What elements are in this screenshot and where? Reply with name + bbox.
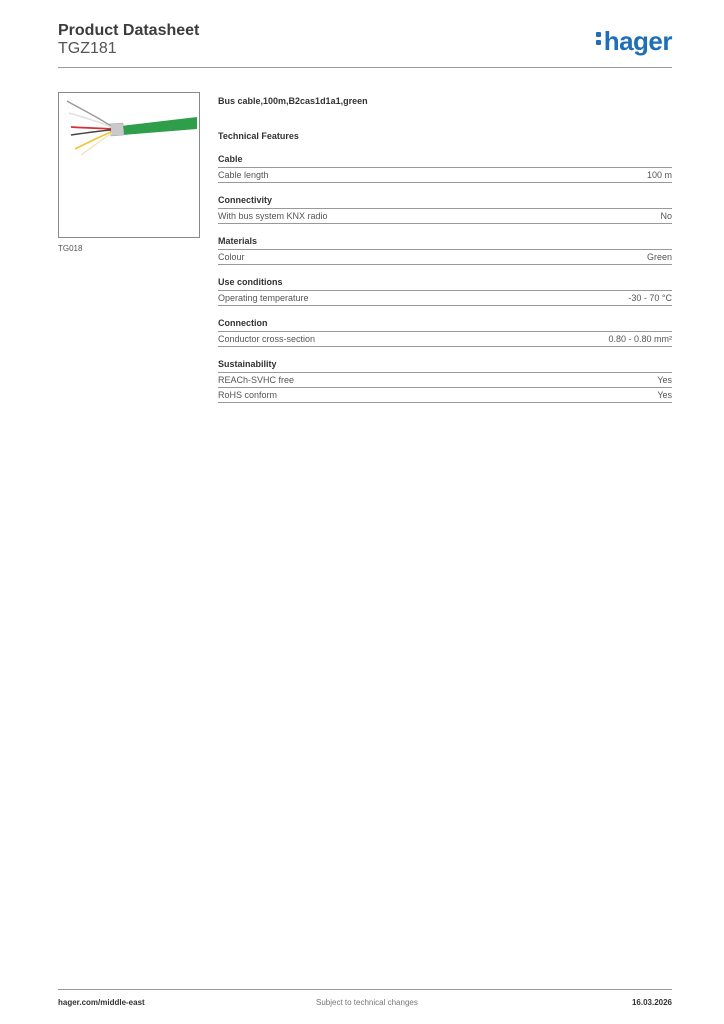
feature-label: Colour: [218, 252, 245, 262]
feature-value: Green: [646, 252, 672, 262]
feature-row: [218, 168, 672, 183]
feature-value: -30 - 70 °C: [628, 293, 672, 303]
cable-jacket: [121, 117, 197, 135]
group-title: Connection: [218, 318, 672, 332]
product-image: [58, 92, 200, 238]
product-reference: TGZ181: [58, 40, 117, 57]
group-sustainability: [218, 359, 672, 403]
feature-row: [218, 332, 672, 347]
header-divider: [58, 67, 672, 68]
footer-divider: [58, 989, 672, 990]
group-title: Materials: [218, 236, 672, 250]
feature-row: [218, 250, 672, 265]
feature-label: With bus system KNX radio: [218, 211, 328, 221]
feature-row: [218, 373, 672, 388]
group-title: Sustainability: [218, 359, 672, 373]
feature-row: [218, 291, 672, 306]
section-title: Technical Features: [218, 131, 299, 141]
group-connectivity: [218, 195, 672, 224]
image-caption: TG018: [58, 244, 83, 253]
feature-value: Yes: [657, 390, 672, 400]
feature-label: Cable length: [218, 170, 269, 180]
feature-row: [218, 388, 672, 403]
logo-text: hager: [603, 26, 672, 56]
group-connection: [218, 318, 672, 347]
feature-label: REACh-SVHC free: [218, 375, 295, 385]
logo-colon-icon: [596, 29, 602, 48]
feature-label: Operating temperature: [218, 293, 309, 303]
product-name: Bus cable,100m,B2cas1d1a1,green: [218, 96, 368, 106]
footer-disclaimer: Subject to technical changes: [316, 998, 418, 1007]
technical-content: [218, 96, 672, 415]
document-title: Product Datasheet: [58, 22, 200, 39]
cable-image: [59, 93, 199, 237]
wire-red: [71, 127, 111, 129]
feature-value: Yes: [657, 375, 672, 385]
group-materials: [218, 236, 672, 265]
feature-label: RoHS conform: [218, 390, 278, 400]
group-use-conditions: [218, 277, 672, 306]
feature-row: [218, 209, 672, 224]
footer-website: hager.com/middle-east: [58, 998, 145, 1007]
footer-date: 16.03.2026: [631, 998, 672, 1007]
group-title: Cable: [218, 154, 672, 168]
feature-value: 100 m: [646, 170, 672, 180]
feature-value: 0.80 - 0.80 mm²: [608, 334, 672, 344]
hager-logo: [596, 26, 672, 57]
group-title: Use conditions: [218, 277, 672, 291]
feature-label: Conductor cross-section: [218, 334, 316, 344]
page-header: [58, 20, 672, 68]
group-title: Connectivity: [218, 195, 672, 209]
wire-white: [69, 113, 111, 127]
feature-value: No: [660, 211, 672, 221]
group-cable: [218, 154, 672, 183]
